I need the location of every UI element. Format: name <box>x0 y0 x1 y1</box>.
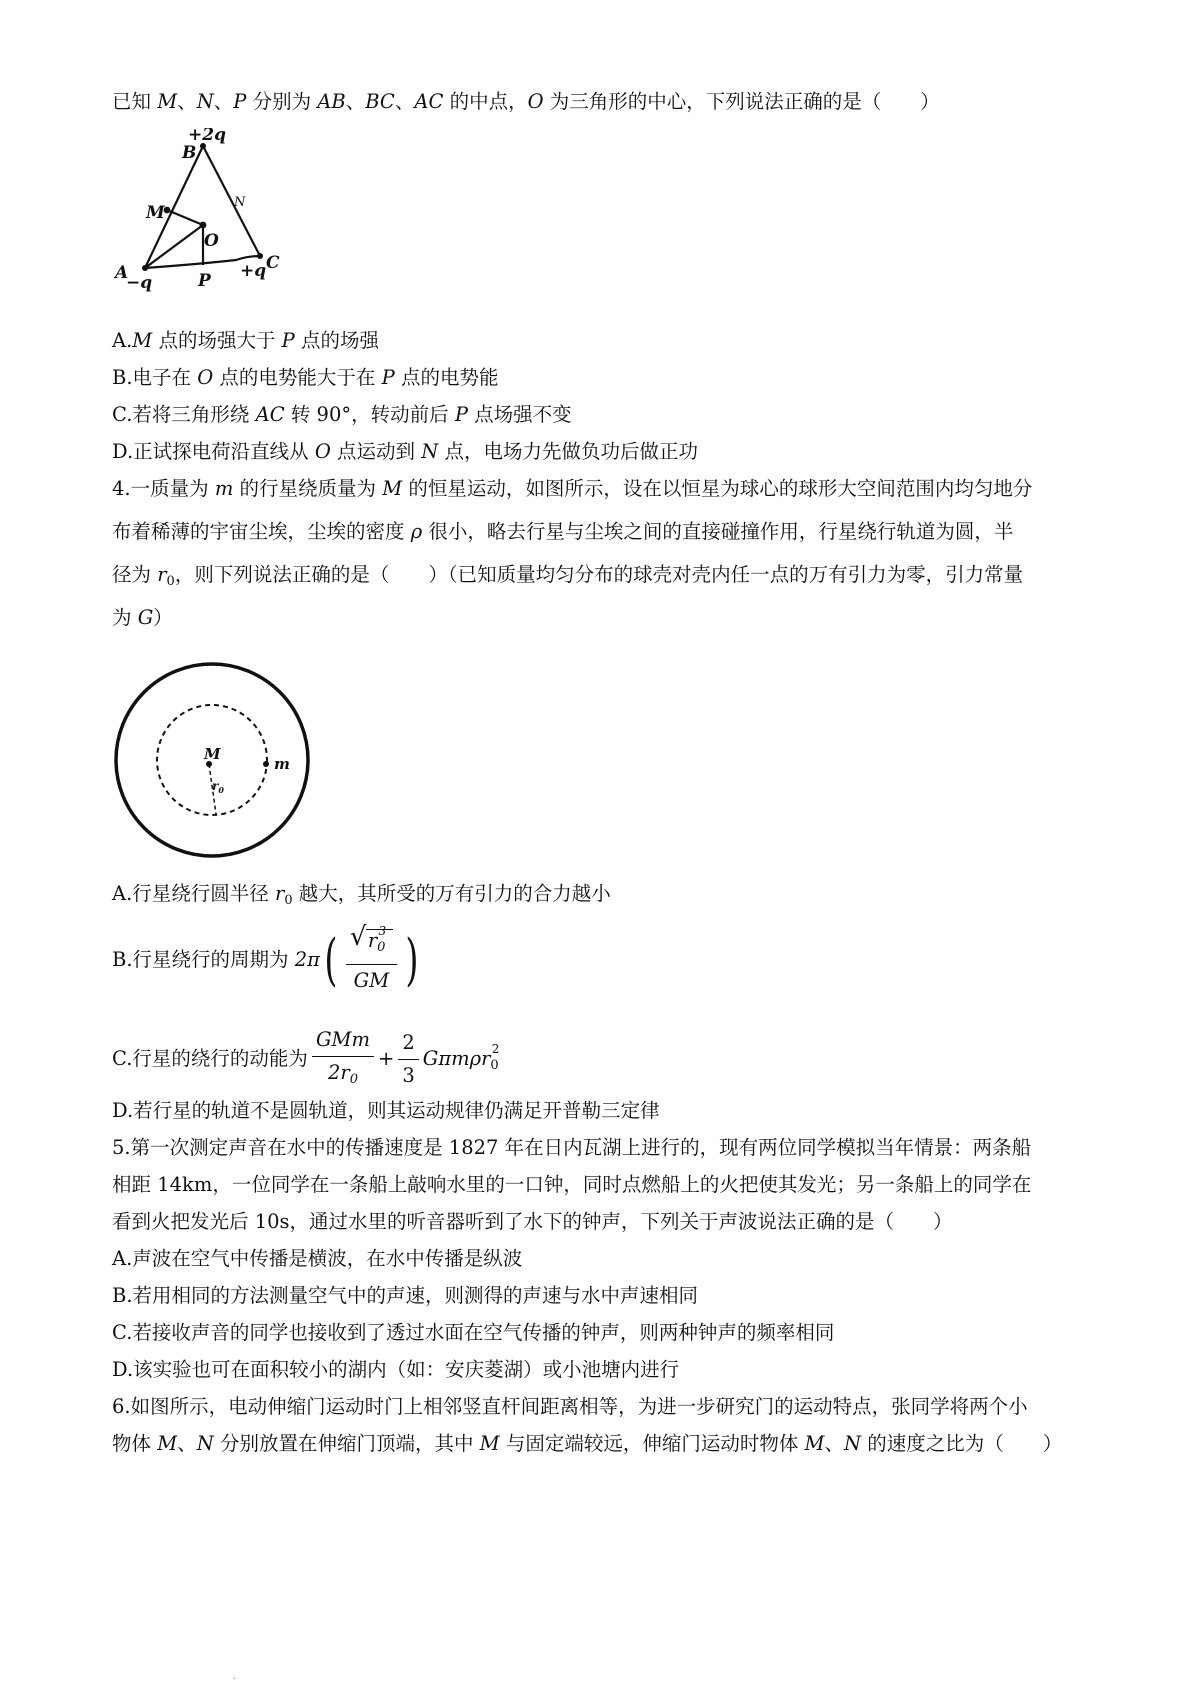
q5-stem-line-1: 5.第一次测定声音在水中的传播速度是 1827 年在日内瓦湖上进行的，现有两位同学模拟当年情景：两条船 <box>112 1136 1032 1159</box>
q5-option-c: C.若接收声音的同学也接收到了透过水面在空气传播的钟声，则两种钟声的频率相同 <box>112 1321 835 1344</box>
footer-mark: · <box>233 1674 237 1685</box>
q4-stem-line-2: 布着稀薄的宇宙尘埃，尘埃的密度 ρ 很小，略去行星与尘埃之间的直接碰撞作用，行星绕行轨道为圆，半 <box>112 520 1014 543</box>
label-c: C <box>266 253 280 273</box>
planet-dot <box>263 761 269 767</box>
q4-stem-line-4: 为 G） <box>112 606 173 629</box>
q5-option-a: A.声波在空气中传播是横波，在水中传播是纵波 <box>112 1247 523 1270</box>
q3-stem: 已知 M、N、P 分别为 AB、BC、AC 的中点，O 为三角形的中心，下列说法正确的是（ ） <box>112 90 940 113</box>
q4-option-d: D.若行星的轨道不是圆轨道，则其运动规律仍满足开普勒三定律 <box>112 1099 660 1122</box>
q5-option-b: B.若用相同的方法测量空气中的声速，则测得的声速与水中声速相同 <box>112 1284 699 1307</box>
triangle-charge-figure <box>110 128 310 318</box>
point-a <box>142 265 148 271</box>
label-b: B <box>182 143 197 163</box>
q6-stem-line-1: 6.如图所示，电动伸缩门运动时门上相邻竖直杆间距离相等，为进一步研究门的运动特点，张同学将两个小 <box>112 1395 1028 1418</box>
q3-option-c: C.若将三角形绕 AC 转 90°，转动前后 P 点场强不变 <box>112 403 572 426</box>
segment-ao <box>145 225 203 268</box>
period-fraction: √ $r_0^3$ GM <box>346 929 397 993</box>
kinetic-term-1: $\frac{\text{GMm}}{2r_0}$ <box>312 1028 374 1092</box>
q3-option-a: A.M 点的场强大于 P 点的场强 <box>112 329 379 352</box>
label-radius: $r_0$ <box>212 779 224 795</box>
point-o <box>200 222 207 229</box>
label-o: O <box>204 231 219 251</box>
q3-option-d: D.正试探电荷沿直线从 O 点运动到 N 点，电场力先做负功后做正功 <box>112 440 699 463</box>
point-c <box>257 253 263 259</box>
q3-option-b: B.电子在 O 点的电势能大于在 P 点的电势能 <box>112 366 499 389</box>
q4-option-a: A.行星绕行圆半径 $r_0$ 越大，其所受的万有引力的合力越小 <box>112 882 611 908</box>
q4-stem-line-1: 4.一质量为 m 的行星绕质量为 M 的恒星运动，如图所示，设在以恒星为球心的球形大空间范围内均匀地分 <box>112 477 1033 500</box>
label-m: M <box>146 203 165 223</box>
segment-mo <box>167 210 203 225</box>
label-charge-c: +q <box>240 261 267 281</box>
right-paren: ) <box>405 927 419 993</box>
label-star-m: M <box>204 745 221 763</box>
label-planet-m: m <box>274 755 290 773</box>
label-a: A <box>115 263 129 283</box>
label-n: N <box>234 195 246 210</box>
q5-stem-line-3: 看到火把发光后 10s，通过水里的听音器听到了水下的钟声，下列关于声波说法正确的是（ ） <box>112 1210 953 1233</box>
label-p: P <box>198 271 211 291</box>
q5-stem-line-2: 相距 14km，一位同学在一条船上敲响水里的一口钟，同时点燃船上的火把使其发光；另一条船上的同学在 <box>112 1173 1032 1196</box>
label-charge-b: +2q <box>188 128 226 145</box>
q4-option-b: B.行星绕行的周期为 2π( √ $r_0^3$ GM ) <box>112 921 419 993</box>
q6-stem-line-2: 物体 M、N 分别放置在伸缩门顶端，其中 M 与固定端较远，伸缩门运动时物体 M、N 的速度之比为（ ） <box>112 1432 1063 1455</box>
label-charge-a: −q <box>126 273 153 293</box>
kinetic-term-2-coefficient: $\frac{2}{3}$ <box>398 1031 418 1088</box>
left-paren: ( <box>324 927 338 993</box>
q5-option-d: D.该实验也可在面积较小的湖内（如：安庆菱湖）或小池塘内进行 <box>112 1358 680 1381</box>
q4-option-c: C.行星的绕行的动能为 $\frac{\text{GMm}}{2r_0}$ + $\frac{2}{3}$ Gπmρr$_0^2$ <box>112 1016 506 1109</box>
orbit-figure <box>112 660 312 860</box>
q4-stem-line-3: 径为 $r_0$，则下列说法正确的是（ ）（已知质量均匀分布的球壳对壳内任一点的万有引力为零，引力常量 <box>112 563 1024 589</box>
